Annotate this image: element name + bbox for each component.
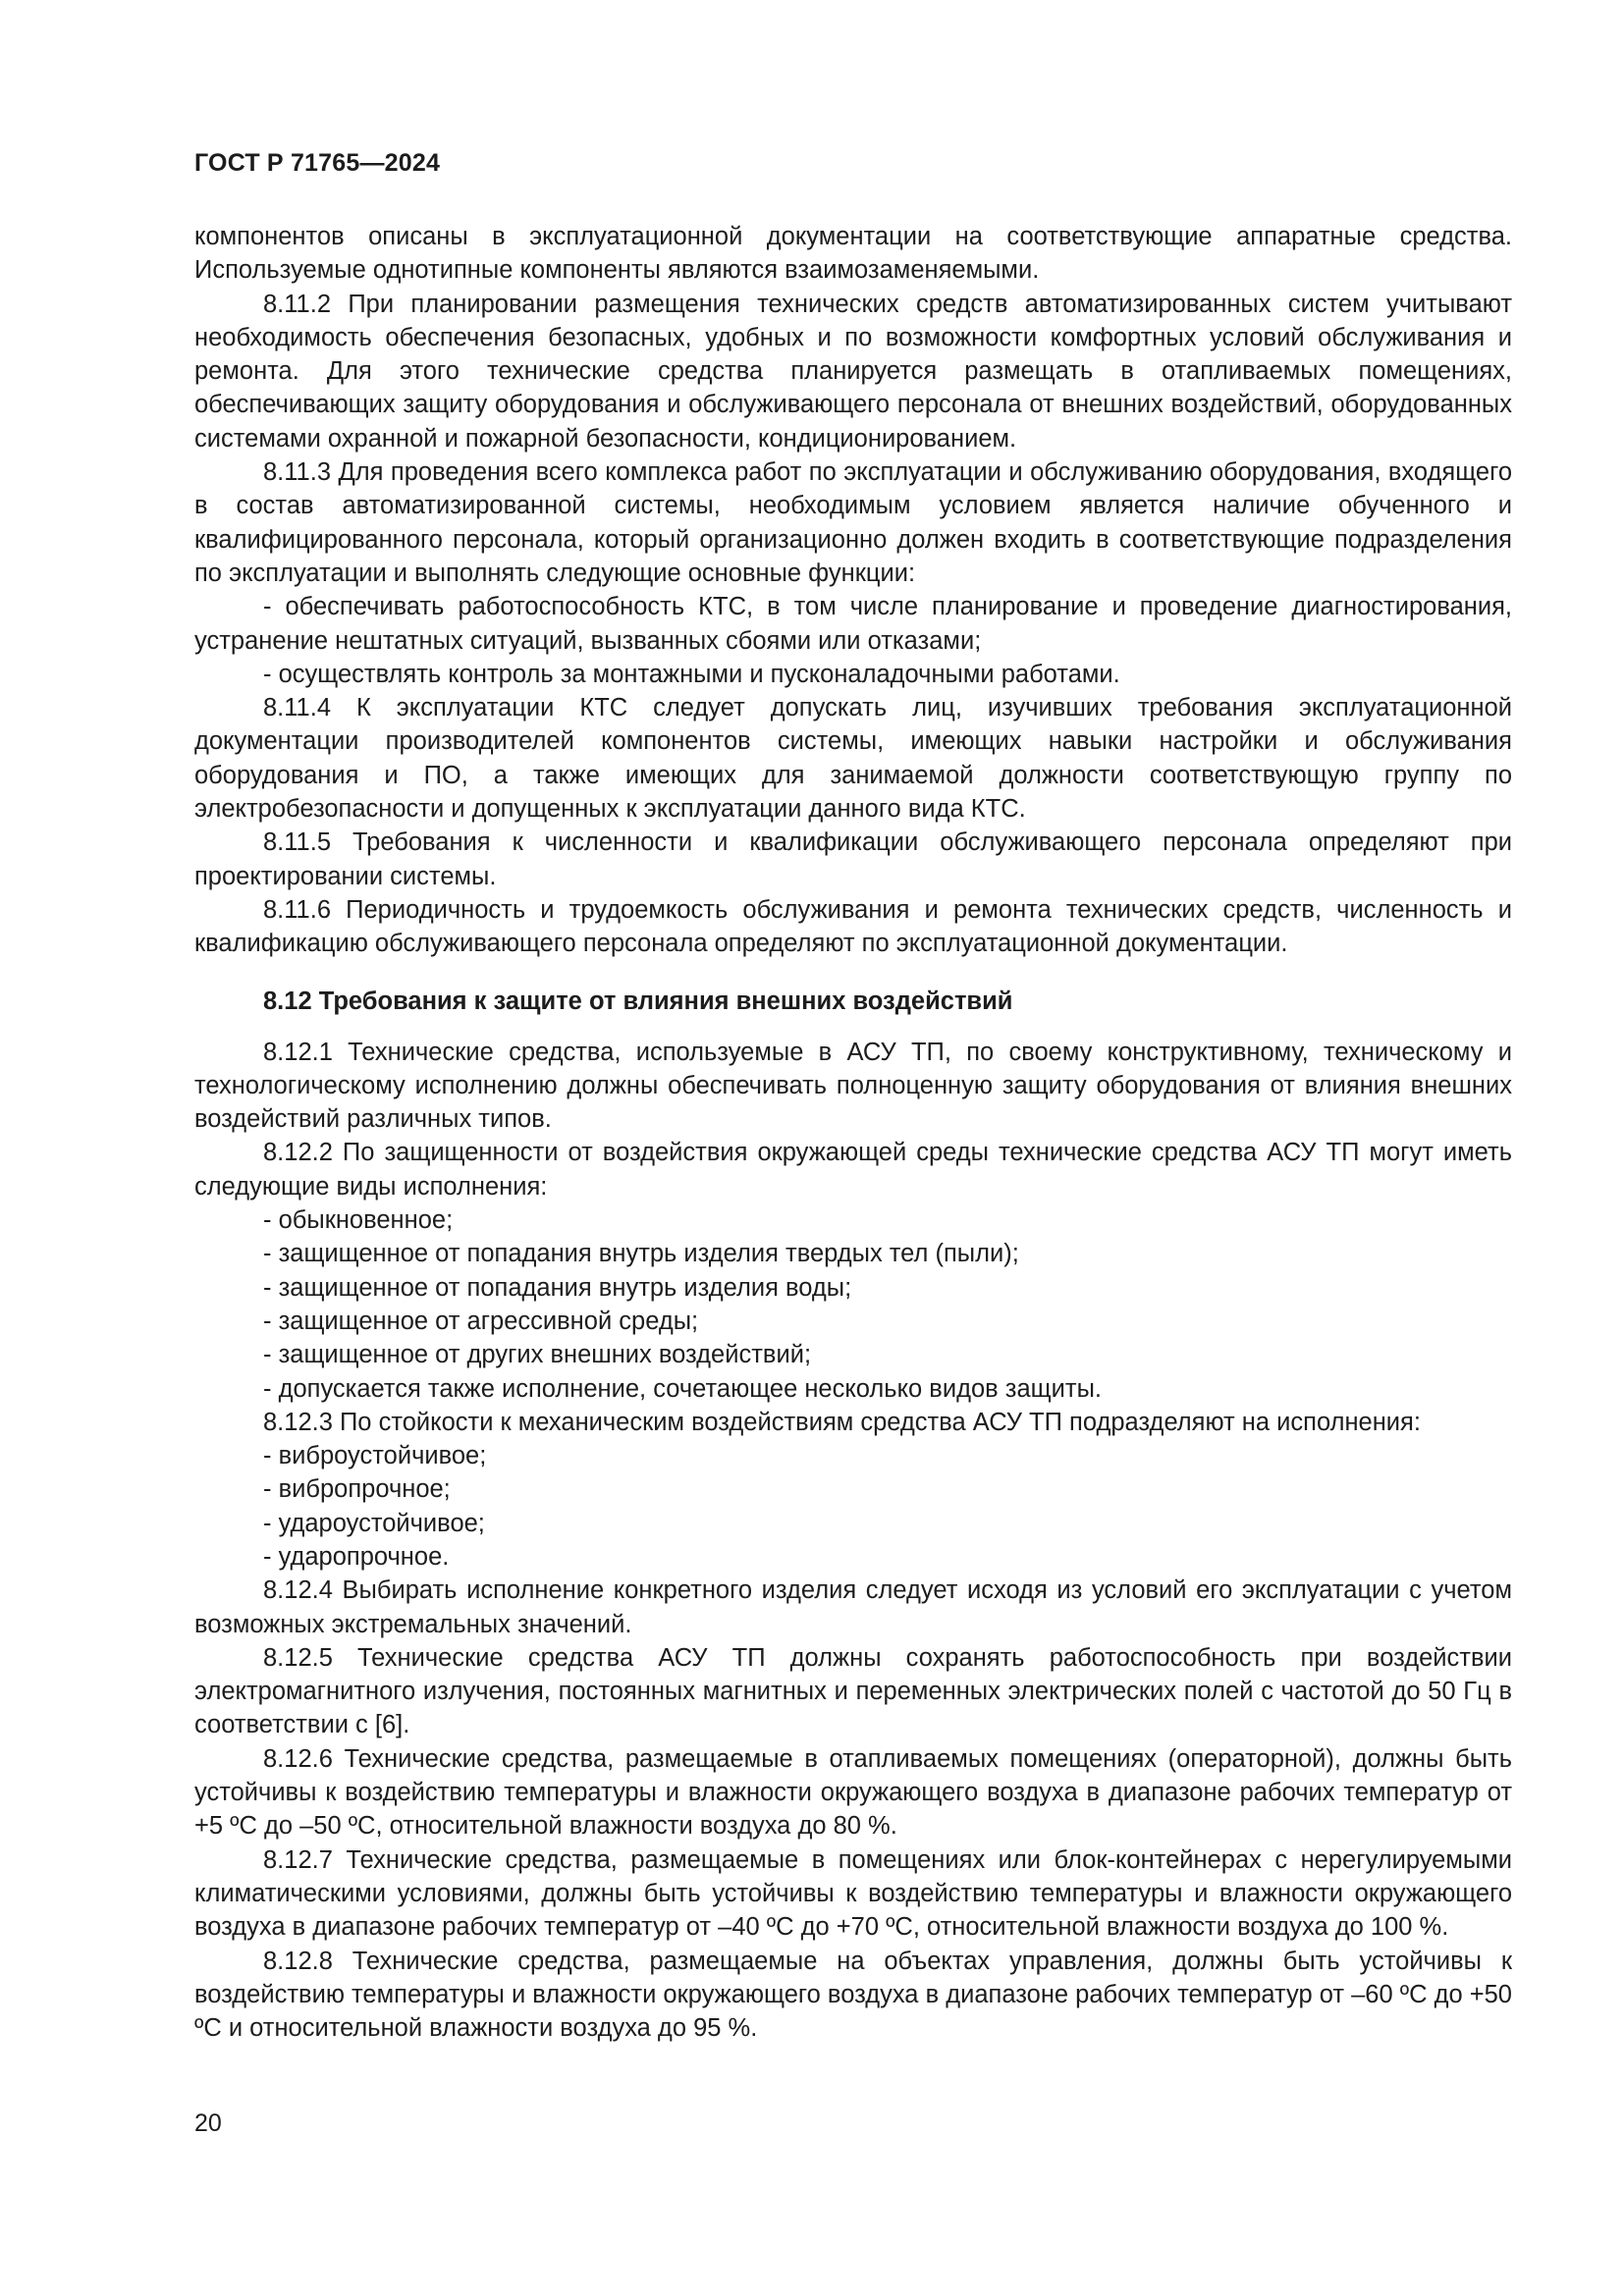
list-item: - виброустойчивое; (263, 1442, 487, 1470)
paragraph-8-11-4: 8.11.4 К эксплуатации КТС следует допускать лиц, изучивших требования эксплуатационной документации производителей компонентов системы, имеющих навыки настройки и обслуживания оборудования и ПО, а также имеющих для занимаемой должности соответствующую группу по электробезопасности и допущенных к эксплуатации данного вида КТС. (194, 694, 1512, 824)
paragraph-8-12-5: 8.12.5 Технические средства АСУ ТП должны сохранять работоспособность при воздействии электромагнитного излучения, постоянных магнитных и переменных электрических полей с частотой до 50 Гц в соответствии с [6]. (194, 1643, 1512, 1739)
list-item: - защищенное от попадания внутрь изделия воды; (263, 1273, 852, 1302)
paragraph-8-12-3: 8.12.3 По стойкости к механическим воздействиям средства АСУ ТП подразделяют на исполнения: (263, 1408, 1421, 1436)
paragraph-8-11-3: 8.11.3 Для проведения всего комплекса работ по эксплуатации и обслуживанию оборудования, входящего в состав автоматизированной системы, необходимым условием является наличие обученного и квалифицированного персонала, который организационно должен входить в соответствующие подразделения по эксплуатации и выполнять следующие основные функции: (194, 458, 1512, 587)
list-item: - ударопрочное. (263, 1542, 450, 1571)
list-item: - защищенное от агрессивной среды; (263, 1307, 699, 1335)
paragraph-continuation: компонентов описаны в эксплуатационной документации на соответствующие аппаратные средства. Используемые однотипные компоненты являются взаимозаменяемыми. (194, 223, 1512, 285)
document-header: ГОСТ Р 71765—2024 (194, 149, 441, 177)
page-number: 20 (194, 2109, 222, 2137)
paragraph-8-12-8: 8.12.8 Технические средства, размещаемые на объектах управления, должны быть устойчивы к воздействию температуры и влажности окружающего воздуха в диапазоне рабочих температур от –60 ºС до +50 ºС и относительной влажности воздуха до 95 %. (194, 1947, 1512, 2043)
paragraph-8-12-4: 8.12.4 Выбирать исполнение конкретного изделия следует исходя из условий его эксплуатации с учетом возможных экстремальных значений. (194, 1576, 1512, 1638)
section-heading-8-12: 8.12 Требования к защите от влияния внешних воздействий (263, 987, 1013, 1015)
list-item: - осуществлять контроль за монтажными и пусконаладочными работами. (263, 660, 1120, 688)
paragraph-8-12-1: 8.12.1 Технические средства, используемые в АСУ ТП, по своему конструктивному, техническому и технологическому исполнению должны обеспечивать полноценную защиту оборудования от влияния внешних воздействий различных типов. (194, 1038, 1512, 1134)
list-item: - защищенное от попадания внутрь изделия твердых тел (пыли); (263, 1240, 1019, 1268)
list-item: - удароустойчивое; (263, 1509, 485, 1537)
list-item: - допускается также исполнение, сочетающее несколько видов защиты. (263, 1374, 1102, 1403)
list-item: - защищенное от других внешних воздействий; (263, 1341, 812, 1369)
paragraph-8-11-6: 8.11.6 Периодичность и трудоемкость обслуживания и ремонта технических средств, численность и квалификацию обслуживающего персонала определяют по эксплуатационной документации. (194, 895, 1512, 958)
list-item: - обыкновенное; (263, 1206, 454, 1235)
paragraph-8-12-6: 8.12.6 Технические средства, размещаемые в отапливаемых помещениях (операторной), должны быть устойчивы к воздействию температуры и влажности окружающего воздуха в диапазоне рабочих температур от +5 ºС до –50 ºС, относительной влажности воздуха до 80 %. (194, 1744, 1512, 1841)
paragraph-8-12-2: 8.12.2 По защищенности от воздействия окружающей среды технические средства АСУ ТП могут иметь следующие виды исполнения: (194, 1139, 1512, 1201)
list-item: - обеспечивать работоспособность КТС, в том числе планирование и проведение диагностирования, устранение нештатных ситуаций, вызванных сбоями или отказами; (194, 593, 1512, 655)
paragraph-8-11-5: 8.11.5 Требования к численности и квалификации обслуживающего персонала определяют при проектировании системы. (194, 828, 1512, 890)
paragraph-8-11-2: 8.11.2 При планировании размещения технических средств автоматизированных систем учитывают необходимость обеспечения безопасных, удобных и по возможности комфортных условий обслуживания и ремонта. Для этого технические средства планируется размещать в отапливаемых помещениях, обеспечивающих защиту оборудования и обслуживающего персонала от внешних воздействий, оборудованных системами охранной и пожарной безопасности, кондиционированием. (194, 290, 1512, 453)
paragraph-8-12-7: 8.12.7 Технические средства, размещаемые в помещениях или блок-контейнерах с нерегулируемыми климатическими условиями, должны быть устойчивы к воздействию температуры и влажности окружающего воздуха в диапазоне рабочих температур от –40 ºС до +70 ºС, относительной влажности воздуха до 100 %. (194, 1845, 1512, 1942)
document-body (194, 220, 1512, 2045)
list-item: - вибропрочное; (263, 1475, 451, 1504)
